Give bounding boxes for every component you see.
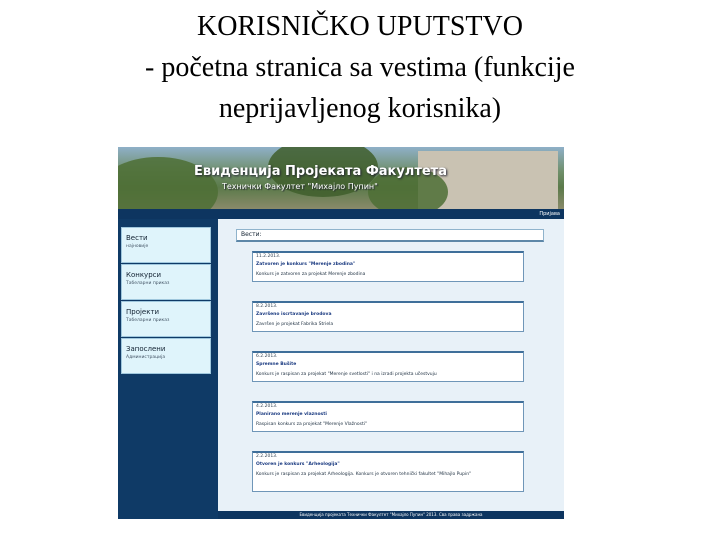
slide-title-line-1: KORISNIČKO UPUTSTVO [197, 11, 523, 42]
news-text: Raspisan konkurs za projekat "Merenje Vlažnosti" [256, 422, 368, 427]
banner-title: Евиденција Пројеката Факултета [194, 164, 447, 179]
news-item [252, 301, 524, 332]
news-title-link[interactable]: Završeno iscrtavanje brodova [256, 312, 332, 317]
slide-title [0, 6, 720, 129]
sidebar-item-news[interactable] [121, 227, 211, 263]
sidebar-item-sublabel: Табеларни приказ [126, 281, 170, 286]
sidebar-item-label: Запослени [126, 345, 166, 353]
sidebar-item-projects[interactable] [121, 301, 211, 337]
sidebar-item-sublabel: Табеларни приказ [126, 318, 170, 323]
news-title-link[interactable]: Zatvoren je konkurs "Merenje zbodina" [256, 262, 356, 267]
news-text: Konkurs je raspisan za projekat "Merenje svetlosti" i na izradi projekta učestvuju [256, 372, 437, 377]
news-date: 2.2.2013. [256, 454, 278, 459]
news-date: 8.2.2013. [256, 304, 278, 309]
sidebar-item-label: Вести [126, 234, 148, 242]
sidebar-item-sublabel: Администрација [126, 355, 166, 360]
sidebar-item-label: Конкурси [126, 271, 162, 279]
news-title-link[interactable]: Planirano merenje vlaznosti [256, 412, 327, 417]
news-date: 6.2.2013. [256, 354, 278, 359]
news-title-link[interactable]: Spremne Bušite [256, 362, 297, 367]
sidebar-item-sublabel: најновије [126, 244, 149, 249]
news-text: Završen je projekat Fabrika Striela [256, 322, 334, 327]
news-text: Konkurs je zatvoren za projekat Merenje zbodina [256, 272, 366, 277]
sidebar-item-label: Пројекти [126, 308, 160, 316]
news-text: Konkurs je raspisan za projekat Arheologija. Konkurs je otvoren tehnički fakultet "Mihajlo Pupin" [256, 472, 472, 477]
top-nav-bar [118, 209, 564, 219]
sidebar-item-competitions[interactable] [121, 264, 211, 300]
main-content [218, 219, 564, 511]
slide-title-line-3: neprijavljenog korisnika) [218, 93, 502, 124]
news-item [252, 351, 524, 382]
news-item [252, 251, 524, 282]
footer: Евиденција пројеката Технички Факултет "Михајло Пупин" 2013. Сва права задржана [218, 511, 564, 519]
news-date: 11.2.2013. [256, 254, 281, 259]
news-item [252, 451, 524, 492]
sidebar-item-employees[interactable] [121, 338, 211, 374]
banner-subtitle: Технички Факултет "Михајло Пупин" [222, 182, 378, 191]
news-item [252, 401, 524, 432]
app-screenshot [118, 147, 564, 519]
news-date: 4.2.2013. [256, 404, 278, 409]
sidebar [121, 227, 211, 375]
login-link[interactable]: Пријава [539, 211, 560, 217]
slide-title-line-2: - početna stranica sa vestima (funkcije [145, 52, 575, 83]
news-title-link[interactable]: Otvoren je konkurs "Arheologija" [256, 462, 340, 467]
header-banner [118, 147, 564, 209]
news-section-header: Вести: [236, 229, 544, 242]
